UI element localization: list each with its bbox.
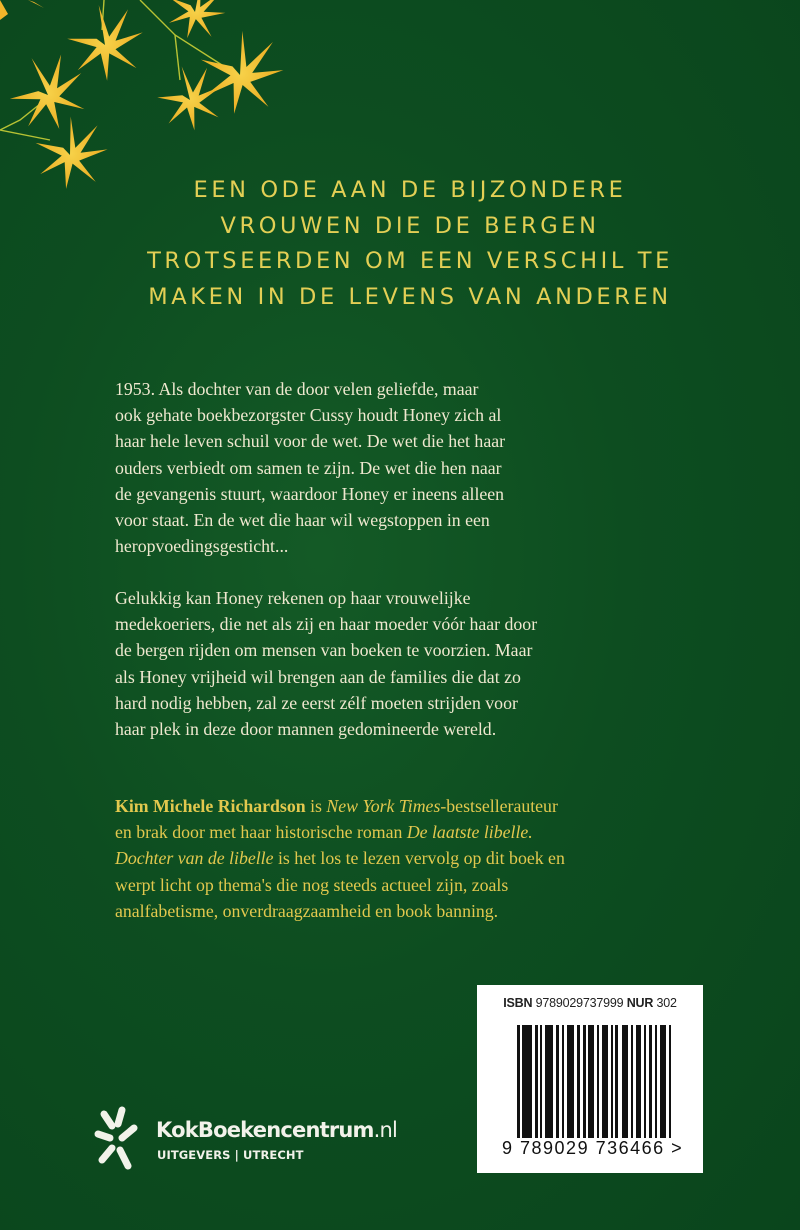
maple-leaves-illustration xyxy=(0,0,320,200)
isbn-value: 9789029737999 xyxy=(535,996,624,1010)
publisher-mark-icon xyxy=(92,1104,140,1174)
text-span: -bestsellerauteur xyxy=(440,796,558,816)
publisher-subtitle: UITGEVERS | UTRECHT xyxy=(157,1148,304,1162)
text-span: en brak door met haar historische roman xyxy=(115,822,407,843)
text-line xyxy=(115,819,755,845)
barcode-number: 9 789029 736466 > xyxy=(502,1138,684,1158)
barcode-digits xyxy=(501,1138,701,1159)
tagline-line: MAKEN IN DE LEVENS VAN ANDEREN xyxy=(148,283,672,310)
text-span: is het los te lezen vervolg op dit boek en xyxy=(273,848,565,869)
author-bio xyxy=(115,793,755,924)
text-line: de gevangenis stuurt, waardoor Honey er ineens alleen xyxy=(115,483,505,504)
isbn-line xyxy=(477,996,703,1010)
blurb-paragraph-2 xyxy=(115,585,715,742)
text-line: haar plek in deze door mannen gedomineerde wereld. xyxy=(115,719,497,740)
text-line: heropvoedingsgesticht... xyxy=(115,536,289,557)
tagline xyxy=(130,173,690,315)
tagline-line: EEN ODE AAN DE BIJZONDERE xyxy=(193,177,627,203)
text-span: is xyxy=(305,796,327,816)
blurb-paragraph-1 xyxy=(115,376,715,559)
book-title: De laatste libelle. xyxy=(406,822,533,843)
publisher-name-text: KokBoekencentrum xyxy=(156,1118,374,1142)
nur-label: NUR xyxy=(626,996,654,1010)
text-line: de bergen rijden om mensen van boeken te voorzien. Maar xyxy=(115,640,533,661)
text-line: hard nodig hebben, zal ze eerst zélf moeten strijden voor xyxy=(115,692,518,713)
text-line: haar hele leven schuil voor de wet. De wet die het haar xyxy=(115,431,506,452)
isbn-label: ISBN xyxy=(503,996,533,1010)
text-line: Gelukkig kan Honey rekenen op haar vrouwelijke xyxy=(115,588,471,608)
text-line: ook gehate boekbezorgster Cussy houdt Honey zich al xyxy=(115,405,502,426)
text-line: voor staat. En de wet die haar wil wegstoppen in een xyxy=(115,510,490,531)
publisher-name xyxy=(156,1118,397,1142)
tagline-line: TROTSEERDEN OM EEN VERSCHIL TE xyxy=(147,248,673,274)
text-line xyxy=(115,845,755,871)
text-line xyxy=(115,793,755,819)
text-line: medekoeriers, die net als zij en haar moeder vóór haar door xyxy=(115,614,538,635)
text-line: werpt licht op thema's die nog steeds actueel zijn, zoals xyxy=(115,874,509,895)
newspaper-title: New York Times xyxy=(326,796,441,816)
publisher-tld: .nl xyxy=(373,1118,398,1142)
text-line: analfabetisme, onverdraagzaamheid en book banning. xyxy=(115,900,499,921)
book-title: Dochter van de libelle xyxy=(115,848,274,869)
text-line: 1953. Als dochter van de door velen geliefde, maar xyxy=(115,379,479,399)
text-line: als Honey vrijheid wil brengen aan de families die dat zo xyxy=(115,666,521,687)
tagline-line: VROUWEN DIE DE BERGEN xyxy=(220,212,600,239)
author-name: Kim Michele Richardson xyxy=(115,796,306,816)
nur-value: 302 xyxy=(656,996,677,1010)
barcode xyxy=(477,985,703,1173)
text-line: ouders verbiedt om samen te zijn. De wet die hen naar xyxy=(115,457,502,478)
barcode-bars xyxy=(515,1025,680,1155)
